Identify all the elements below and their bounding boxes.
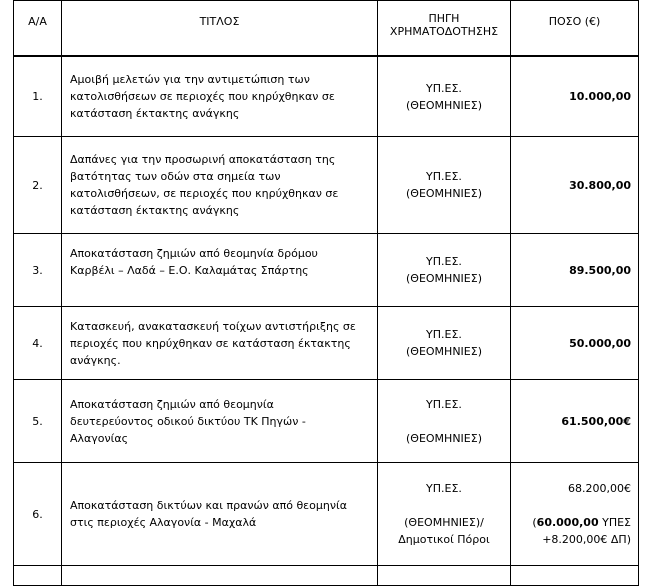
title-line: κατάσταση έκτακτης ανάγκης (70, 107, 240, 120)
row-amount: 50.000,00 (511, 307, 639, 380)
funding-table (13, 0, 639, 586)
source-line: ΥΠ.ΕΣ. (426, 170, 462, 183)
row-source (378, 137, 511, 234)
amount-split-bold: 60.000,00 (536, 516, 599, 529)
title-line: βατότητας των οδών στα σημεία των (70, 170, 281, 183)
row-number: 4. (14, 307, 62, 380)
row-number: 5. (14, 380, 62, 463)
header-title: ΤΙΤΛΟΣ (62, 1, 378, 56)
table-row (14, 234, 639, 307)
title-line: Καρβέλι – Λαδά – Ε.Ο. Καλαμάτας Σπάρτης (70, 263, 309, 277)
row-source (378, 57, 511, 137)
amount-total: 68.200,00€ (568, 482, 631, 495)
header-source-line1: ΠΗΓΗ (428, 12, 460, 25)
source-line: (ΘΕΟΜΗΝΙΕΣ) (406, 272, 482, 285)
source-line: ΥΠ.ΕΣ. (426, 255, 462, 268)
row-amount: 10.000,00 (511, 57, 639, 137)
row-title (62, 380, 378, 463)
row-number: 2. (14, 137, 62, 234)
title-line: δευτερεύοντος οδικού δικτύου ΤΚ Πηγών - (70, 414, 306, 428)
row-source (378, 463, 511, 566)
table-row-partial (14, 566, 639, 586)
amount-split-line2: +8.200,00€ ΔΠ) (542, 533, 631, 546)
header-aa: Α/Α (14, 1, 62, 56)
table-row (14, 307, 639, 380)
title-line: Αποκατάσταση ζημιών από θεομηνία (70, 397, 274, 411)
title-line: Αποκατάσταση ζημιών από θεομηνία δρόμου (70, 246, 318, 260)
row-source (378, 380, 511, 463)
row-amount: 89.500,00 (511, 234, 639, 307)
title-line: ανάγκης. (70, 353, 121, 367)
amount-split-open: ( (532, 516, 537, 529)
row-source (378, 307, 511, 380)
row-number: 3. (14, 234, 62, 307)
source-line: ΥΠ.ΕΣ. (426, 328, 462, 341)
title-line: κατάσταση έκτακτης ανάγκης (70, 204, 240, 217)
source-line: Δημοτικοί Πόροι (398, 533, 490, 546)
header-source-line2: ΧΡΗΜΑΤΟΔΟΤΗΣΗΣ (389, 25, 499, 38)
table-row (14, 463, 639, 566)
row-title (62, 307, 378, 380)
row-amount: 30.800,00 (511, 137, 639, 234)
source-line: (ΘΕΟΜΗΝΙΕΣ) (406, 98, 482, 112)
source-line: (ΘΕΟΜΗΝΙΕΣ) (406, 187, 482, 200)
amount-split-rest: ΥΠΕΣ (598, 516, 631, 529)
title-line: κατολισθήσεων σε περιοχές που κηρύχθηκαν σε (70, 90, 335, 103)
row-amount: 61.500,00€ (511, 380, 639, 463)
row-title (62, 234, 378, 307)
row-amount (511, 463, 639, 566)
title-line: κατολισθήσεων, σε περιοχές που κηρύχθηκαν σε (70, 187, 339, 200)
table-row (14, 380, 639, 463)
title-line: στις περιοχές Αλαγονία - Μαχαλά (70, 516, 257, 529)
source-line: ΥΠ.ΕΣ. (426, 397, 462, 411)
row-title (62, 57, 378, 137)
table-row (14, 137, 639, 234)
title-line: Αλαγονίας (70, 431, 129, 445)
source-line: ΥΠ.ΕΣ. (426, 81, 462, 95)
row-title (62, 463, 378, 566)
header-amount: ΠΟΣΟ (€) (511, 1, 639, 56)
title-line: περιοχές που κηρύχθηκαν σε κατάσταση έκτακτης (70, 336, 351, 350)
source-line: ΥΠ.ΕΣ. (426, 482, 462, 495)
title-line: Κατασκευή, ανακατασκευή τοίχων αντιστήριξης σε (70, 319, 356, 333)
table-header-row (14, 1, 639, 56)
source-line: (ΘΕΟΜΗΝΙΕΣ)/ (404, 516, 484, 529)
row-number: 1. (14, 57, 62, 137)
title-line: Αποκατάσταση δικτύων και πρανών από θεομηνία (70, 499, 347, 512)
amount-split (516, 514, 631, 531)
source-line: (ΘΕΟΜΗΝΙΕΣ) (406, 431, 482, 445)
row-source (378, 234, 511, 307)
table-row (14, 57, 639, 137)
header-source (378, 1, 511, 56)
source-line: (ΘΕΟΜΗΝΙΕΣ) (406, 345, 482, 358)
row-number: 6. (14, 463, 62, 566)
row-title (62, 137, 378, 234)
title-line: Αμοιβή μελετών για την αντιμετώπιση των (70, 73, 310, 86)
title-line: Δαπάνες για την προσωρινή αποκατάσταση της (70, 153, 336, 166)
